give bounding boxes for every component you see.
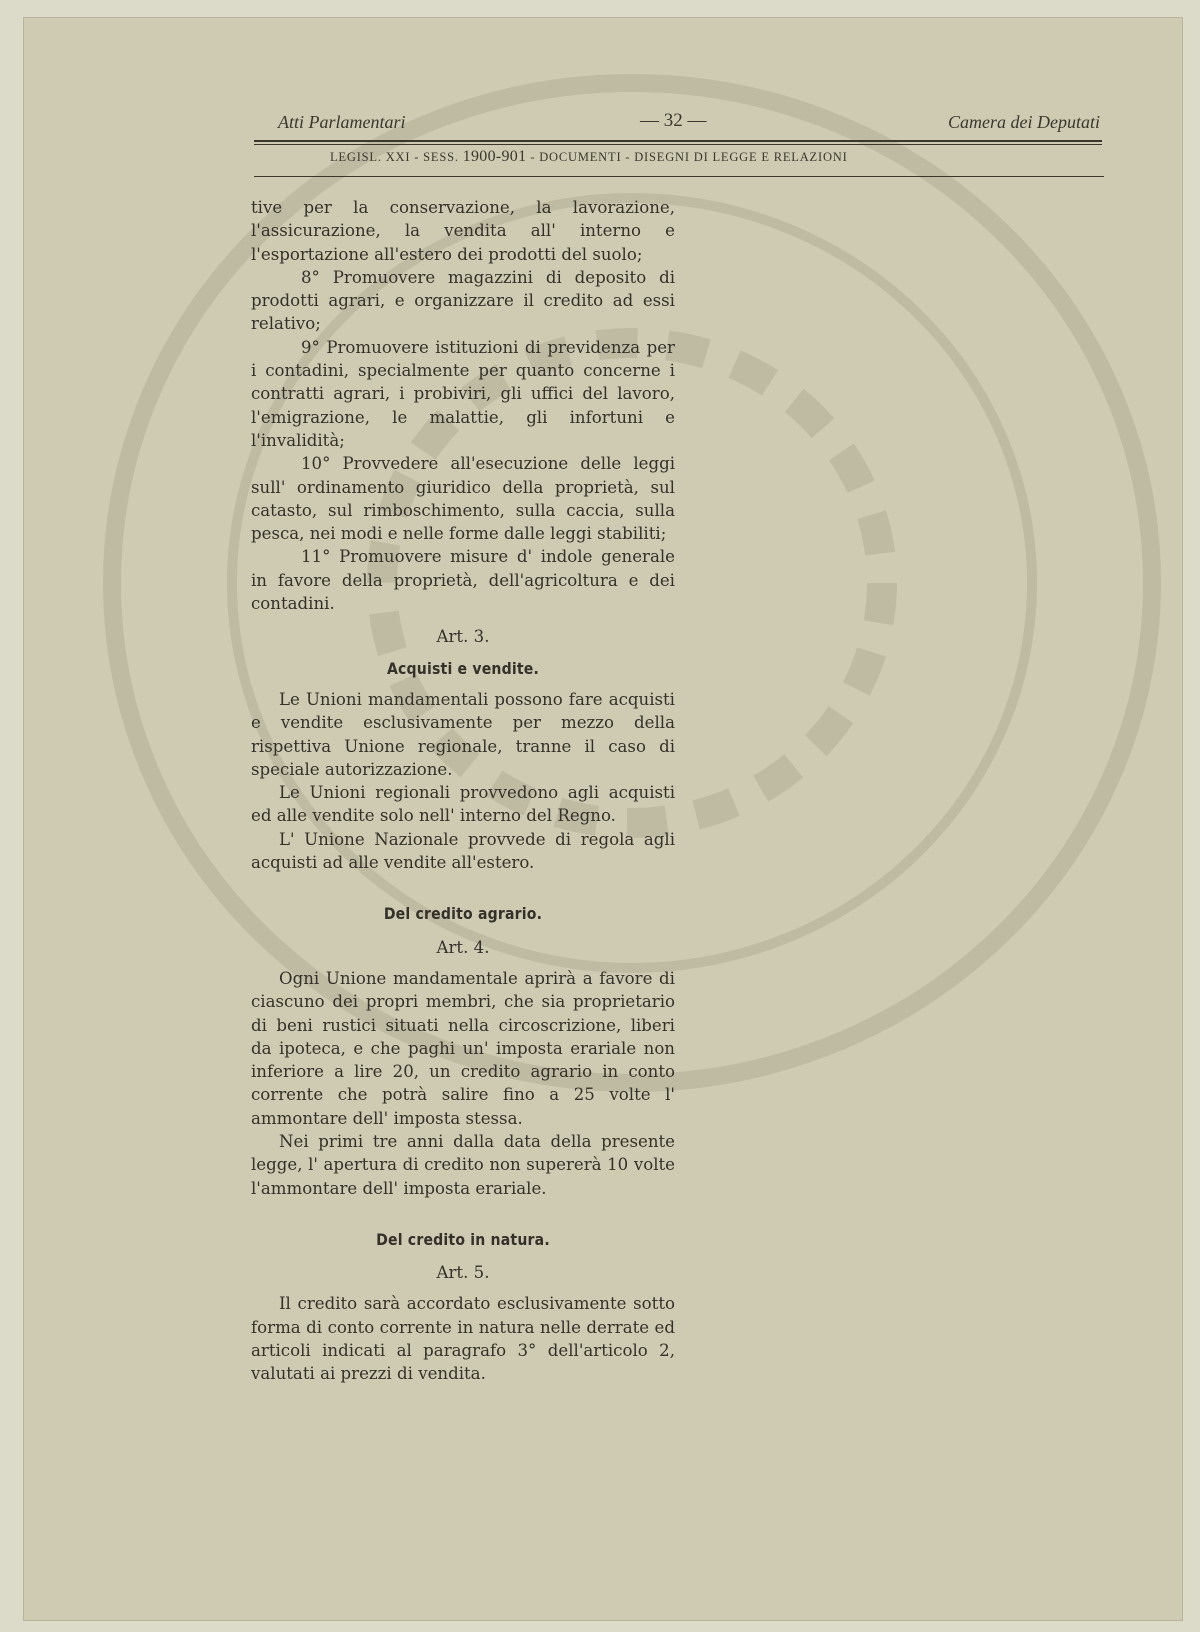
header-bottom-rule (254, 176, 1104, 177)
header-subtitle: LEGISL. XXI - SESS. 1900-901 - DOCUMENTI - DISEGNI DI LEGGE E RELAZIONI (330, 148, 848, 165)
article-5-number: Art. 5. (436, 1263, 490, 1283)
text-column (251, 196, 675, 1386)
header-rule-thin (254, 144, 1102, 145)
header-chamber: Camera dei Deputati (948, 112, 1100, 132)
article-4-number: Art. 4. (436, 937, 490, 957)
article-4-paragraph-2: Nei primi tre anni dalla data della presente legge, l' apertura di credito non supererà 10 volte l'ammontare dell' imposta erariale. (251, 1131, 675, 1198)
article-3-paragraph-2: Le Unioni regionali provvedono agli acquisti ed alle vendite solo nell' interno del Regno. (251, 783, 675, 826)
paragraph-item-9: 9° Promuovere istituzioni di previdenza per i contadini, specialmente per quanto concerne i contratti agrari, i probiviri, gli uffici del lavoro, l'emigrazione, le malattie, gli infortuni e l'invalidità; (251, 337, 675, 450)
paragraph-item-10: 10° Provvedere all'esecuzione delle leggi sull' ordinamento giuridico della proprietà, sul catasto, sul rimboschimento, sulla caccia, sulla pesca, nei modi e nelle forme dalle leggi stabiliti; (251, 454, 675, 544)
header-rule (254, 140, 1102, 142)
page-number: — 32 — (640, 110, 707, 131)
article-3-paragraph-1: Le Unioni mandamentali possono fare acquisti e vendite esclusivamente per mezzo della rispettiva Unione regionale, tranne il caso di speciale autorizzazione. (251, 689, 675, 779)
article-3-number: Art. 3. (436, 627, 490, 647)
article-4-paragraph-1: Ogni Unione mandamentale aprirà a favore di ciascuno dei propri membri, che sia proprietario di beni rustici situati nella circoscrizione, liberi da ipoteca, e che paghi un' imposta erariale non inferiore a lire 20, un credito agrario in conto corrente che potrà salire fino a 25 volte l' ammontare dell' imposta stessa. (251, 968, 675, 1128)
header-publication: Atti Parlamentari (278, 112, 406, 132)
section-title-credito-natura: Del credito in natura. (376, 1229, 550, 1249)
paragraph-item-11: 11° Promuovere misure d' indole generale in favore della proprietà, dell'agricoltura e dei contadini. (251, 547, 675, 614)
page-header (230, 96, 1110, 165)
article-3-paragraph-3: L' Unione Nazionale provvede di regola agli acquisti ad alle vendite all'estero. (251, 829, 675, 873)
section-title-credito-agrario: Del credito agrario. (383, 904, 543, 924)
document-page (24, 18, 1182, 1620)
paragraph-intro: tive per la conservazione, la lavorazione, l'assicurazione, la vendita all' interno e l'esportazione all'estero dei prodotti del suolo; (251, 198, 675, 264)
article-3-title: Acquisti e vendite. (386, 658, 540, 678)
article-5-paragraph-1: Il credito sarà accordato esclusivamente sotto forma di conto corrente in natura nelle derrate ed articoli indicati al paragrafo 3° dell'articolo 2, valutati ai prezzi di vendita. (251, 1294, 675, 1384)
paragraph-item-8: 8° Promuovere magazzini di deposito di prodotti agrari, e organizzare il credito ad essi relativo; (251, 267, 675, 334)
